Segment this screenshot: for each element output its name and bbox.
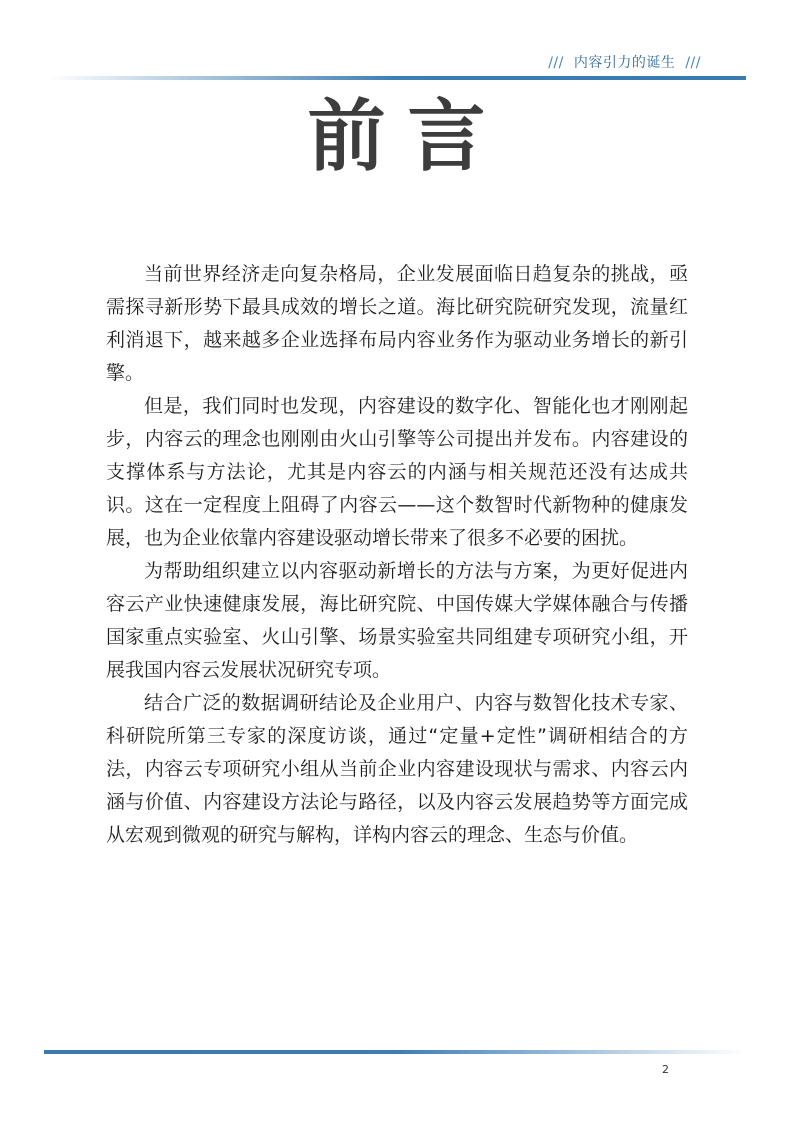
header-slashes-right: /// [685,55,701,71]
header-slashes-left: /// [548,55,564,71]
body-text [106,258,688,852]
page-number: 2 [662,1063,669,1076]
header-divider [48,76,746,80]
running-header [538,52,711,72]
paragraph-2: 但是，我们同时也发现，内容建设的数字化、智能化也才刚刚起步，内容云的理念也刚刚由火山引擎等公司提出并发布。内容建设的支撑体系与方法论，尤其是内容云的内涵与相关规范还没有达成共识。这在一定程度上阻碍了内容云——这个数智时代新物种的健康发展，也为企业依靠内容建设驱动增长带来了很多不必要的困扰。 [106,395,688,549]
paragraph-4: 结合广泛的数据调研结论及企业用户、内容与数智化技术专家、科研院所第三专家的深度访谈，通过“定量+定性”调研相结合的方法，内容云专项研究小组从当前企业内容建设现状与需求、内容云内涵与价值、内容建设方法论与路径，以及内容云发展趋势等方面完成从宏观到微观的研究与解构，详构内容云的理念、生态与价值。 [106,692,688,846]
page-title: 前言 [307,92,508,182]
footer-divider [44,1050,744,1054]
header-title: 内容引力的诞生 [573,55,676,71]
paragraph-3: 为帮助组织建立以内容驱动新增长的方法与方案，为更好促进内容云产业快速健康发展，海比研究院、中国传媒大学媒体融合与传播国家重点实验室、火山引擎、场景实验室共同组建专项研究小组，开展我国内容云发展状况研究专项。 [106,560,688,681]
paragraph-1: 当前世界经济走向复杂格局，企业发展面临日趋复杂的挑战，亟需探寻新形势下最具成效的增长之道。海比研究院研究发现，流量红利消退下，越来越多企业选择布局内容业务作为驱动业务增长的新引擎。 [106,263,688,384]
